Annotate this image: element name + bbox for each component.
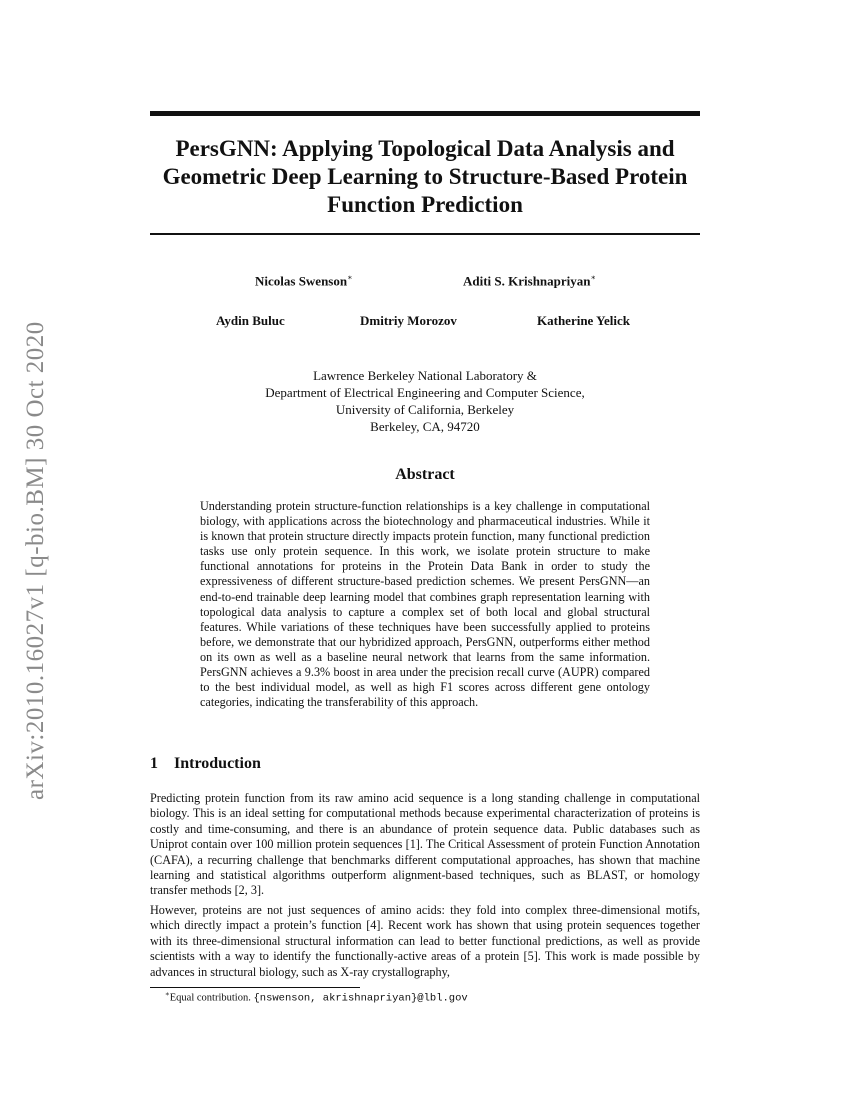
author-morozov: Dmitriy Morozov <box>360 313 457 328</box>
author-swenson <box>255 273 353 289</box>
author-buluc: Aydin Buluc <box>216 313 285 328</box>
equal-contribution-mark: ∗ <box>590 273 596 282</box>
title-bottom-rule <box>150 233 700 235</box>
abstract-text: Understanding protein structure-function relationships is a key challenge in computational biology, with applications across the biotechnology and pharmaceutical industries. While it is known that protein structure directly impacts protein function, many functional prediction tasks use only protein sequence. In this work, we isolate protein structure to make functional annotations for proteins in the Protein Data Bank in order to study the expressiveness of different structure-based prediction schemes. We present PersGNN—an end-to-end trainable deep learning model that combines graph representation learning with topological data analysis to capture a complex set of both local and global structural features. While variations of these techniques have been successfully applied to proteins before, we demonstrate that our hybridized approach, PersGNN, outperforms either method on its own as well as a baseline neural network that learns from the same information. PersGNN achieves a 9.3% boost in area under the precision recall curve (AUPR) compared to the best individual model, as well as high F1 scores across different gene ontology categories, indicating the transferability of this approach. <box>200 499 650 710</box>
section-number: 1 <box>150 755 158 772</box>
footnote-mark: ∗ <box>165 990 170 998</box>
author-krishnapriyan <box>463 273 596 289</box>
footnote-text: Equal contribution. <box>169 992 254 1004</box>
arxiv-identifier-stamp: arXiv:2010.16027v1 [q-bio.BM] 30 Oct 2020 <box>22 321 49 800</box>
title-top-rule <box>150 111 700 116</box>
equal-contribution-mark: ∗ <box>347 273 353 282</box>
section-heading-introduction <box>150 755 261 773</box>
author-name: Nicolas Swenson <box>255 273 348 289</box>
author-name: Aditi S. Krishnapriyan <box>463 273 591 289</box>
abstract-heading: Abstract <box>395 466 455 483</box>
intro-paragraph-2: However, proteins are not just sequences of amino acids: they fold into complex three-dimensional motifs, which directly impact a protein’s function [4]. Recent work has shown that using protein sequences together with its three-dimensional structural information can lead to better functional predictions, as well as provide scientists with a way to identify the functionally-active areas of a protein [5]. This work is made possible by advances in structural biology, such as X-ray crystallography, <box>150 903 700 979</box>
affiliation-line: Department of Electrical Engineering and Computer Science, <box>265 385 585 400</box>
affiliation-line: Berkeley, CA, 94720 <box>370 419 480 434</box>
intro-paragraph-1: Predicting protein function from its raw amino acid sequence is a long standing challenge in computational biology. This is an ideal setting for computational methods because experimental characterization of proteins is costly and time-consuming, and there is an abundance of protein sequence data. Public databases such as Uniprot contain over 100 million protein sequences [1]. The Critical Assessment of protein Function Annotation (CAFA), a recurring challenge that benchmarks different computational approaches, has shown that machine learning and statistical algorithms outperform alignment-based techniques, such as BLAST, or homology transfer methods [2, 3]. <box>150 791 700 898</box>
affiliation-block <box>150 367 700 435</box>
footnote-emails: {nswenson, akrishnapriyan}@lbl.gov <box>253 992 468 1005</box>
footnote <box>165 990 468 1005</box>
affiliation-line: Lawrence Berkeley National Laboratory & <box>313 368 537 383</box>
author-yelick: Katherine Yelick <box>537 313 631 328</box>
section-title: Introduction <box>174 755 261 772</box>
paper-title: PersGNN: Applying Topological Data Analysis and Geometric Deep Learning to Structure-Based Protein Function Prediction <box>162 136 688 217</box>
footnote-rule <box>150 987 360 988</box>
affiliation-line: University of California, Berkeley <box>335 402 515 417</box>
